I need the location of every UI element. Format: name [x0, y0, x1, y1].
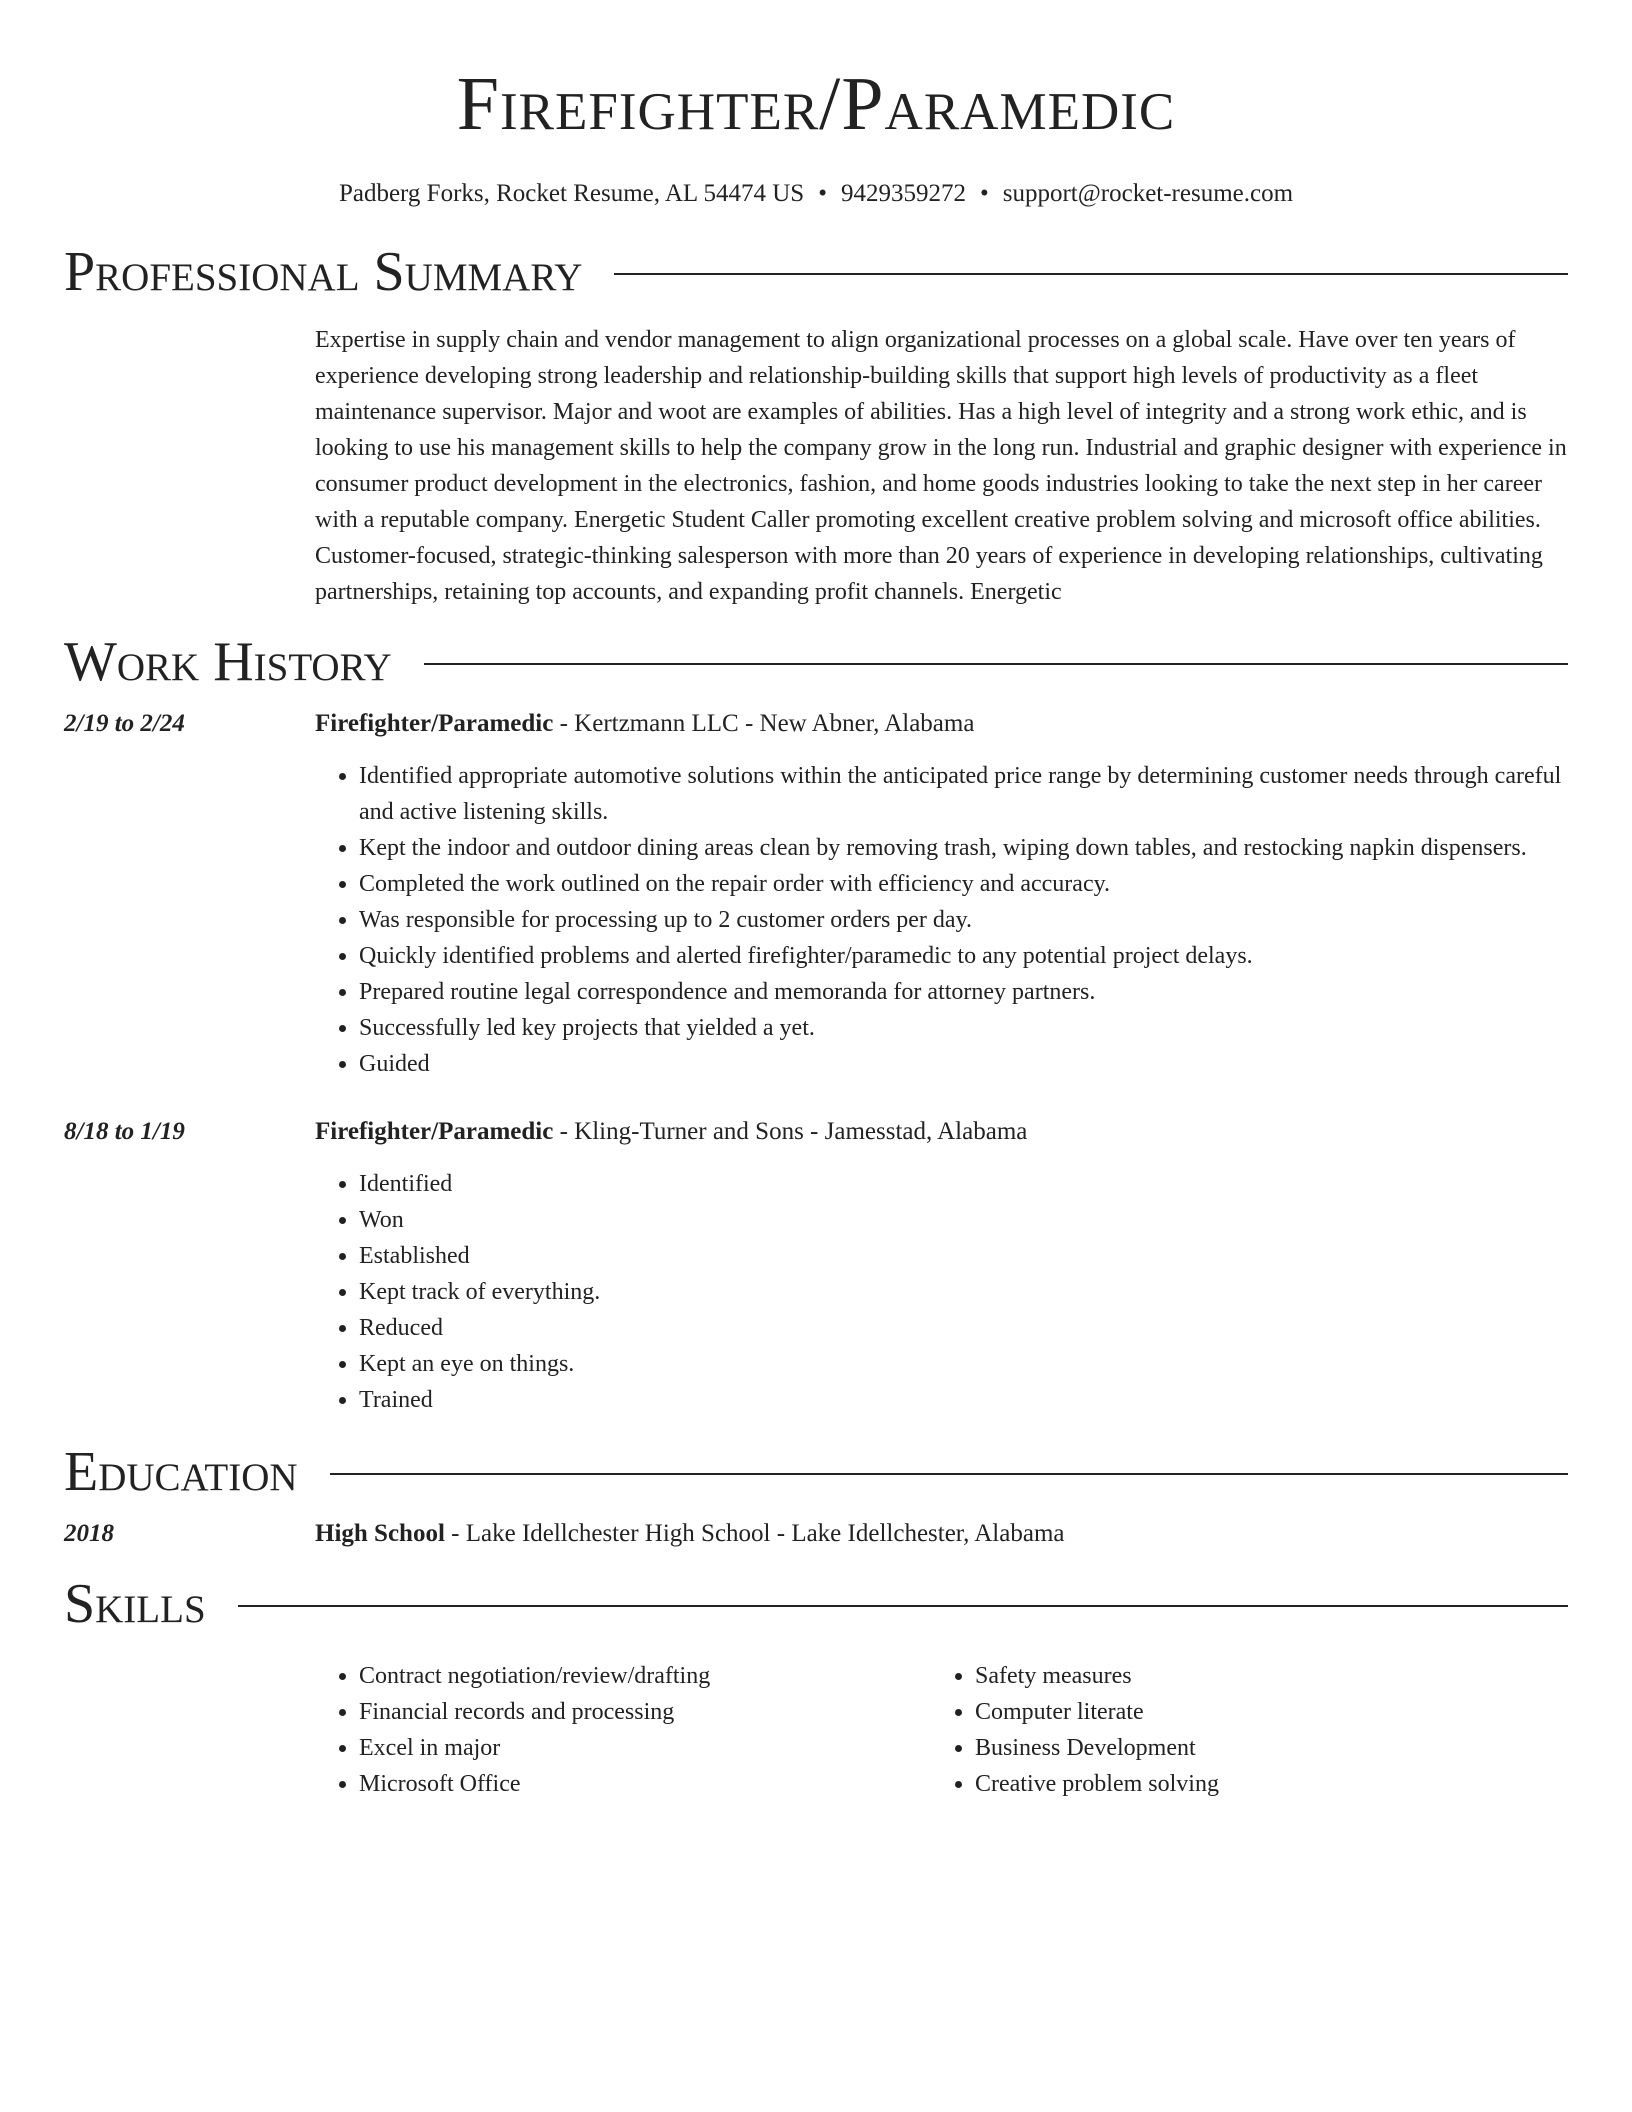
list-item: • Safety measures — [975, 1658, 1219, 1694]
section-divider — [330, 1473, 1568, 1475]
skills-grid — [315, 1658, 1568, 1802]
education-heading — [315, 1516, 1568, 1552]
skills-list-left — [315, 1658, 931, 1802]
section-divider — [614, 273, 1568, 275]
work-section-title: Work History — [64, 631, 392, 693]
job-entry — [64, 706, 1568, 1082]
list-item: • Kept an eye on things. — [359, 1346, 1568, 1382]
skills-section-header — [64, 1572, 1568, 1636]
section-divider — [238, 1605, 1568, 1607]
skills-list-right — [931, 1658, 1219, 1802]
job-bullets — [315, 1166, 1568, 1418]
contact-separator: • — [979, 180, 989, 207]
education-details: - Lake Idellchester High School - Lake Idellchester, Alabama — [444, 1520, 1065, 1547]
list-item: • Trained — [359, 1382, 1568, 1418]
work-section-header — [64, 630, 1568, 694]
list-item: • Excel in major — [359, 1730, 931, 1766]
contact-line — [64, 178, 1568, 210]
contact-separator: • — [818, 180, 827, 207]
list-item: • Creative problem solving — [975, 1766, 1219, 1802]
list-item: • Prepared routine legal correspondence and memoranda for attorney partners. — [359, 974, 1568, 1010]
list-item: • Business Development — [975, 1730, 1219, 1766]
job-details: - Kertzmann LLC - New Abner, Alabama — [553, 710, 975, 737]
education-section-header — [64, 1440, 1568, 1504]
list-item: • Identified appropriate automotive solutions within the anticipated price range by determining customer needs through careful and active listening skills. — [359, 758, 1568, 830]
list-item: • Won — [359, 1202, 1568, 1238]
skills-left-spacer — [64, 1658, 315, 1802]
list-item: • Quickly identified problems and alerted firefighter/paramedic to any potential project delays. — [359, 938, 1568, 974]
summary-row — [64, 322, 1568, 610]
list-item: • Established — [359, 1238, 1568, 1274]
skills-section-title: Skills — [64, 1573, 206, 1635]
job-dates: 2/19 to 2/24 — [64, 710, 185, 737]
list-item: • Reduced — [359, 1310, 1568, 1346]
skills-row — [64, 1658, 1568, 1802]
job-dates: 8/18 to 1/19 — [64, 1118, 185, 1145]
summary-text: Expertise in supply chain and vendor management to align organizational processes on a global scale. Have over ten years of experience developing strong leadership and relationship-building skills that support high levels of productivity as a fleet maintenance supervisor. Major and woot are examples of abilities. Has a high level of integrity and a strong work ethic, and is looking to use his management skills to help the company grow in the long run. Industrial and graphic designer with experience in consumer product development in the electronics, fashion, and home goods industries looking to take the next step in her career with a reputable company. Energetic Student Caller promoting excellent creative problem solving and microsoft office abilities. Customer-focused, strategic-thinking salesperson with more than 20 years of experience in developing relationships, cultivating partnerships, retaining top accounts, and expanding profit channels. Energetic — [315, 327, 1567, 605]
education-section-title: Education — [64, 1441, 298, 1503]
list-item: • Financial records and processing — [359, 1694, 931, 1730]
list-item: • Successfully led key projects that yielded a yet. — [359, 1010, 1568, 1046]
list-item: • Guided — [359, 1046, 1568, 1082]
job-entry — [64, 1114, 1568, 1418]
contact-address: Padberg Forks, Rocket Resume, AL 54474 US — [338, 180, 805, 207]
job-heading — [315, 706, 1568, 742]
education-year: 2018 — [64, 1520, 114, 1547]
list-item: • Completed the work outlined on the repair order with efficiency and accuracy. — [359, 866, 1568, 902]
summary-left-spacer — [64, 322, 315, 610]
candidate-name: Firefighter/Paramedic — [456, 62, 1176, 146]
summary-section-header — [64, 240, 1568, 304]
list-item: • Was responsible for processing up to 2 customer orders per day. — [359, 902, 1568, 938]
list-item: • Kept track of everything. — [359, 1274, 1568, 1310]
contact-email: support@rocket-resume.com — [1002, 180, 1294, 207]
resume-page — [64, 0, 1568, 1802]
list-item: • Microsoft Office — [359, 1766, 931, 1802]
job-bullets — [315, 758, 1568, 1082]
job-role: Firefighter/Paramedic — [315, 710, 554, 737]
education-entry — [64, 1516, 1568, 1552]
list-item: • Contract negotiation/review/drafting — [359, 1658, 931, 1694]
job-heading — [315, 1114, 1568, 1150]
job-details: - Kling-Turner and Sons - Jamesstad, Alabama — [553, 1118, 1028, 1145]
job-role: Firefighter/Paramedic — [315, 1118, 554, 1145]
list-item: • Identified — [359, 1166, 1568, 1202]
contact-phone: 9429359272 — [840, 180, 966, 207]
education-degree: High School — [315, 1520, 445, 1547]
section-divider — [424, 663, 1568, 665]
summary-section-title: Professional Summary — [64, 241, 583, 303]
list-item: • Computer literate — [975, 1694, 1219, 1730]
list-item: • Kept the indoor and outdoor dining areas clean by removing trash, wiping down tables, and restocking napkin dispensers. — [359, 830, 1568, 866]
